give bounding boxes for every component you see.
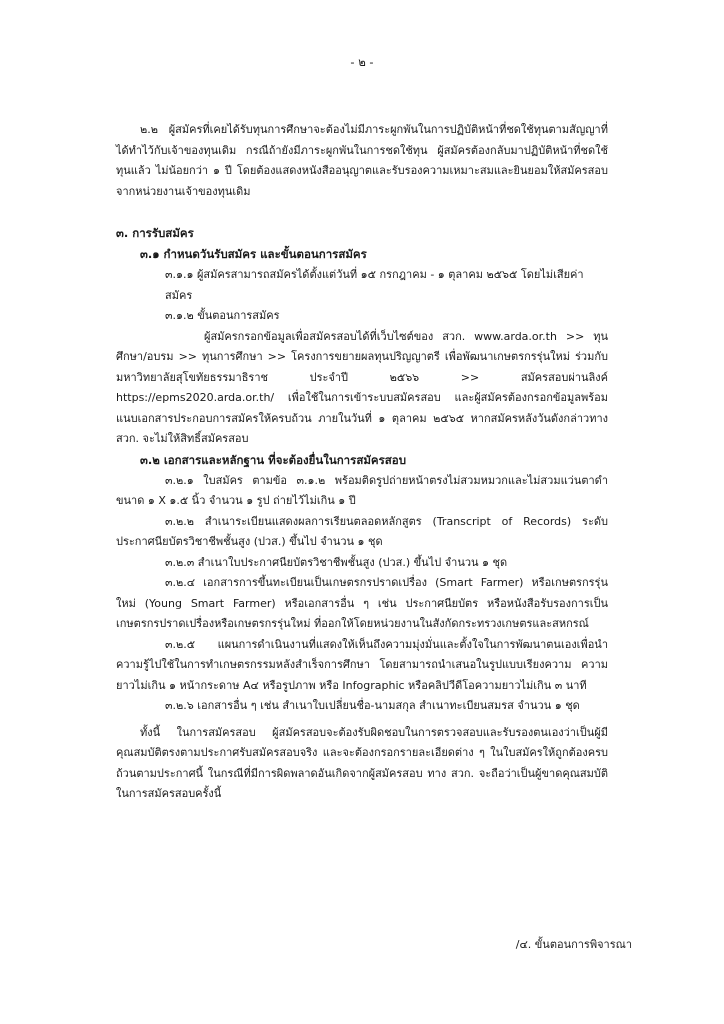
item-3-1-1: ๓.๑.๑ ผู้สมัครสามารถสมัครได้ตั้งแต่วันที่ ๑๕ กรกฎาคม - ๑ ตุลาคม ๒๕๖๕ โดยไม่เสียค่าสมัคร <box>165 268 584 302</box>
section-3-heading: ๓. การรับสมัคร <box>116 226 194 240</box>
item-3-2-3: ๓.๒.๓ สำเนาใบประกาศนียบัตรวิชาชีพชั้นสูง (ปวส.) ขึ้นไป จำนวน ๑ ชุด <box>165 555 508 569</box>
item-3-2-2: ๓.๒.๒ สำเนาระเบียนแสดงผลการเรียนตลอดหลักสูตร (Transcript of Records) ระดับประกาศนียบัตรวิชาชีพชั้นสูง (ปวส.) ขึ้นไป จำนวน ๑ ชุด <box>116 514 608 548</box>
section-3-2-heading: ๓.๒ เอกสารและหลักฐาน ที่จะต้องยื่นในการสมัครสอบ <box>140 452 407 467</box>
section-3-1-heading: ๓.๑ กำหนดวันรับสมัคร และขั้นตอนการสมัคร <box>140 247 367 261</box>
item-3-2-5: ๓.๒.๕ แผนการดำเนินงานที่แสดงให้เห็นถึงความมุ่งมั่นและตั้งใจในการพัฒนาตนเองเพื่อนำความรู้ไปใช้ในการทำเกษตรกรรมหลังสำเร็จการศึกษา โดยสามารถนำเสนอในรูปแบบเรียงความ ความยาวไม่เกิน ๑ หน้ากระดาษ A๔ หรือรูปภาพ หรือ Infographic หรือคลิปวีดีโอความยาวไม่เกิน ๓ นาที <box>116 637 608 692</box>
item-3-1-2: ๓.๑.๒ ขั้นตอนการสมัคร <box>165 309 280 322</box>
footer-next-section: /๔. ขั้นตอนการพิจารณา <box>515 938 632 951</box>
item-3-2-4: ๓.๒.๔ เอกสารการขึ้นทะเบียนเป็นเกษตรกรปราดเปรื่อง (Smart Farmer) หรือเกษตรกรรุ่นใหม่ (Young Smart Farmer) หรือเอกสารอื่น ๆ เช่น ประกาศนียบัตร หรือหนังสือรับรองการเป็นเกษตรกรปราดเปรื่องหรือเกษตรกรรุ่นใหม่ ที่ออกให้โดยหน่วยงานในสังกัดกระทรวงเกษตรและสหกรณ์ <box>116 576 608 630</box>
section-2-2-paragraph: ๒.๒ ผู้สมัครที่เคยได้รับทุนการศึกษาจะต้องไม่มีภาระผูกพันในการปฏิบัติหน้าที่ชดใช้ทุนตามสัญญาที่ได้ทำไว้กับเจ้าของทุนเดิม กรณีถ้ายังมีภาระผูกพันในการชดใช้ทุน ผู้สมัครต้องกลับมาปฏิบัติหน้าที่ชดใช้ทุนแล้ว ไม่น้อยกว่า ๑ ปี โดยต้องแสดงหนังสืออนุญาตและรับรองความเหมาะสมและยินยอมให้สมัครสอบจากหน่วยงานเจ้าของทุนเดิม <box>116 123 608 198</box>
document-body <box>116 120 608 805</box>
item-3-2-1: ๓.๒.๑ ใบสมัคร ตามข้อ ๓.๑.๒ พร้อมติดรูปถ่ายหน้าตรงไม่สวมหมวกและไม่สวมแว่นตาดำ ขนาด ๑ X ๑.๕ นิ้ว จำนวน ๑ รูป ถ่ายไว้ไม่เกิน ๑ ปี <box>116 473 608 507</box>
closing-paragraph: ทั้งนี้ ในการสมัครสอบ ผู้สมัครสอบจะต้องรับผิดชอบในการตรวจสอบและรับรองตนเองว่าเป็นผู้มีคุณสมบัติตรงตามประกาศรับสมัครสอบจริง และจะต้องกรอกรายละเอียดต่าง ๆ ในใบสมัครให้ถูกต้องครบถ้วนตามประกาศนี้ ในกรณีที่มีการผิดพลาดอันเกิดจากผู้สมัครสอบ ทาง สวก. จะถือว่าเป็นผู้ขาดคุณสมบัติในการสมัครสอบครั้งนี้ <box>116 725 608 800</box>
item-3-1-2-text: ผู้สมัครกรอกข้อมูลเพื่อสมัครสอบได้ที่เว็บไซต์ของ สวก. www.arda.or.th >> ทุนศึกษา/อบรม >> ทุนการศึกษา >> โครงการขยายผลทุนปริญญาตรี เพื่อพัฒนาเกษตรกรรุ่นใหม่ ร่วมกับมหาวิทยาลัยสุโขทัยธรรมาธิราช ประจำปี ๒๕๖๖ >> สมัครสอบผ่านลิงค์ https://epms2020.arda.or.th/ เพื่อใช้ในการเข้าระบบสมัครสอบ และผู้สมัครต้องกรอกข้อมูลพร้อมแนบเอกสารประกอบการสมัครให้ครบถ้วน ภายในวันที่ ๑ ตุลาคม ๒๕๖๕ หากสมัครหลังวันดังกล่าวทาง สวก. จะไม่ให้สิทธิ์สมัครสอบ <box>116 329 608 445</box>
item-3-2-6: ๓.๒.๖ เอกสารอื่น ๆ เช่น สำเนาใบเปลี่ยนชื่อ-นามสกุล สำเนาทะเบียนสมรส จำนวน ๑ ชุด <box>165 699 580 712</box>
page-number: - ๒ - <box>350 55 374 69</box>
